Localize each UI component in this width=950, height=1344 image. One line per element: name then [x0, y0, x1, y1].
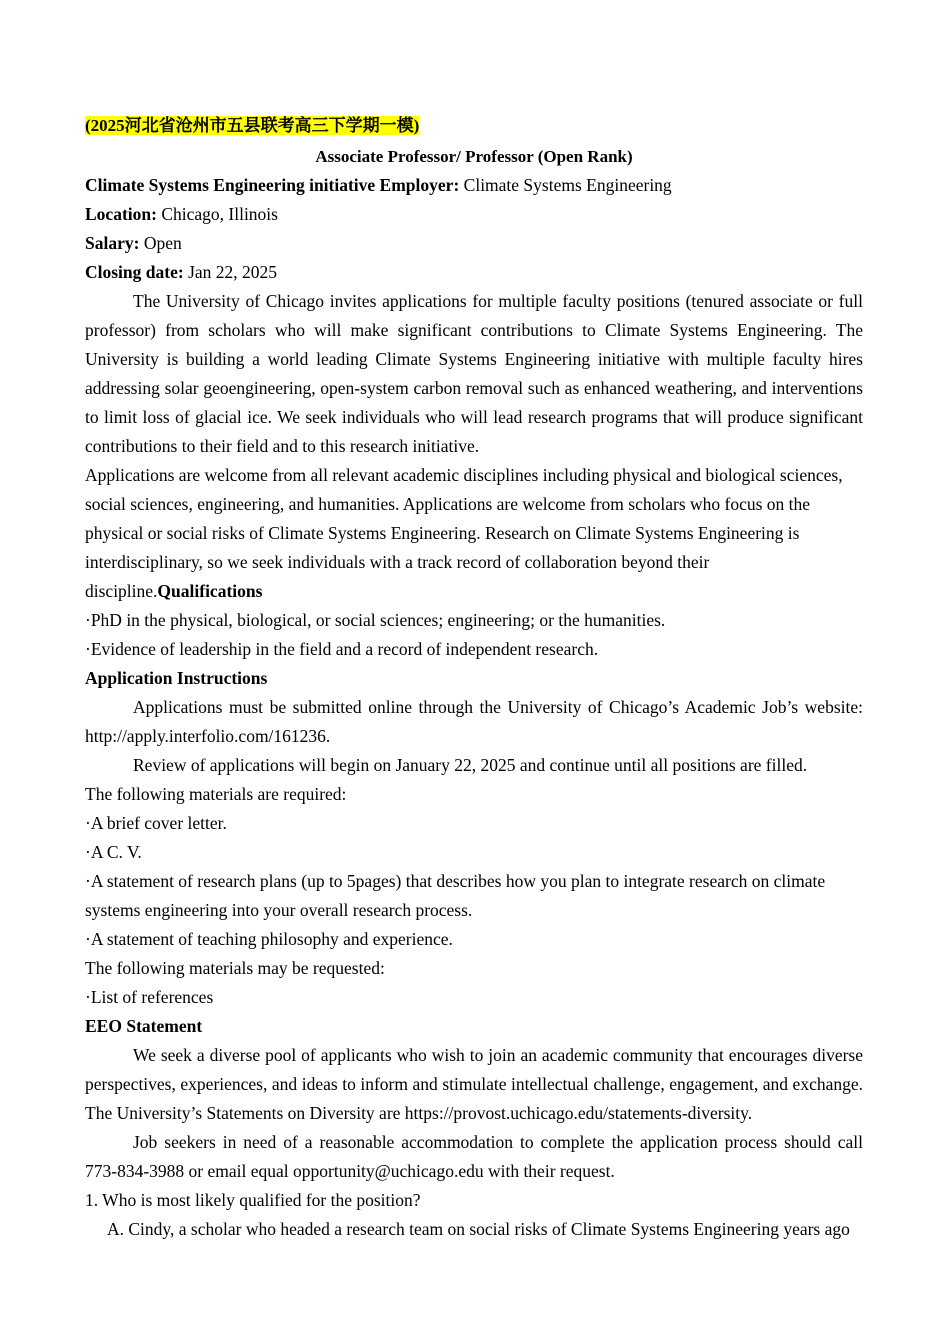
disciplines-text: Applications are welcome from all relevant academic disciplines including physical and biological sciences, social sciences, engineering, and humanities. Applications are welcome from scholars who focus on the physical or social risks of Climate Systems Engineering. Research on Climate Systems Engineering is interdisciplinary, so we seek individuals with a track record of collaboration beyond their discipline.	[85, 465, 843, 601]
location-label: Location:	[85, 204, 157, 224]
qualification-item: ·Evidence of leadership in the field and a record of independent research.	[85, 639, 599, 659]
eeo-paragraph: We seek a diverse pool of applicants who wish to join an academic community that encourages diverse perspectives, experiences, and ideas to inform and stimulate intellectual challenge, engagement, and exchange. The University’s Statements on Diversity are https://provost.uchicago.edu/statements-diversity.	[85, 1045, 863, 1123]
employer-label: Climate Systems Engineering initiative Employer:	[85, 175, 460, 195]
qualification-item: ·PhD in the physical, biological, or social sciences; engineering; or the humanities.	[85, 610, 666, 630]
closing-date-line	[85, 258, 863, 287]
qualifications-heading: Qualifications	[157, 581, 263, 601]
salary-label: Salary:	[85, 233, 140, 253]
location-line	[85, 200, 863, 229]
closing-date-label: Closing date:	[85, 262, 184, 282]
employer-value: Climate Systems Engineering	[463, 175, 672, 195]
required-material-item: ·A C. V.	[85, 842, 142, 862]
submission-paragraph: Applications must be submitted online through the University of Chicago’s Academic Job’s website: http://apply.interfolio.com/161236.	[85, 697, 863, 746]
salary-value: Open	[143, 233, 182, 253]
requested-material-item: ·List of references	[85, 987, 214, 1007]
employer-line	[85, 171, 863, 200]
application-instructions-heading: Application Instructions	[85, 668, 268, 688]
eeo-statement-heading: EEO Statement	[85, 1016, 203, 1036]
exam-source-tag-line	[85, 112, 863, 139]
question-1-stem: 1. Who is most likely qualified for the position?	[85, 1190, 421, 1210]
document-body	[85, 112, 863, 1244]
required-materials-intro: The following materials are required:	[85, 784, 347, 804]
disciplines-paragraph	[85, 461, 863, 606]
question-1-option-a: A. Cindy, a scholar who headed a research team on social risks of Climate Systems Engineering years ago	[107, 1219, 850, 1239]
requested-materials-intro: The following materials may be requested:	[85, 958, 385, 978]
job-title: Associate Professor/ Professor (Open Rank)	[315, 147, 633, 166]
salary-line	[85, 229, 863, 258]
accommodation-paragraph: Job seekers in need of a reasonable accommodation to complete the application process should call 773-834-3988 or email equal opportunity@uchicago.edu with their request.	[85, 1132, 863, 1181]
review-paragraph: Review of applications will begin on January 22, 2025 and continue until all positions are filled.	[133, 755, 808, 775]
intro-paragraph: The University of Chicago invites applications for multiple faculty positions (tenured associate or full professor) from scholars who will make significant contributions to Climate Systems Engineering. The University is building a world leading Climate Systems Engineering initiative with multiple faculty hires addressing solar geoengineering, open-system carbon removal such as enhanced weathering, and interventions to limit loss of glacial ice. We seek individuals who will lead research programs that will produce significant contributions to their field and to this research initiative.	[85, 291, 863, 456]
required-material-item: ·A brief cover letter.	[85, 813, 227, 833]
closing-date-value: Jan 22, 2025	[188, 262, 278, 282]
required-material-item: ·A statement of research plans (up to 5pages) that describes how you plan to integrate research on climate systems engineering into your overall research process.	[85, 871, 826, 920]
location-value: Chicago, Illinois	[161, 204, 278, 224]
required-material-item: ·A statement of teaching philosophy and experience.	[85, 929, 453, 949]
exam-source-tag: (2025河北省沧州市五县联考高三下学期一模)	[85, 116, 420, 135]
